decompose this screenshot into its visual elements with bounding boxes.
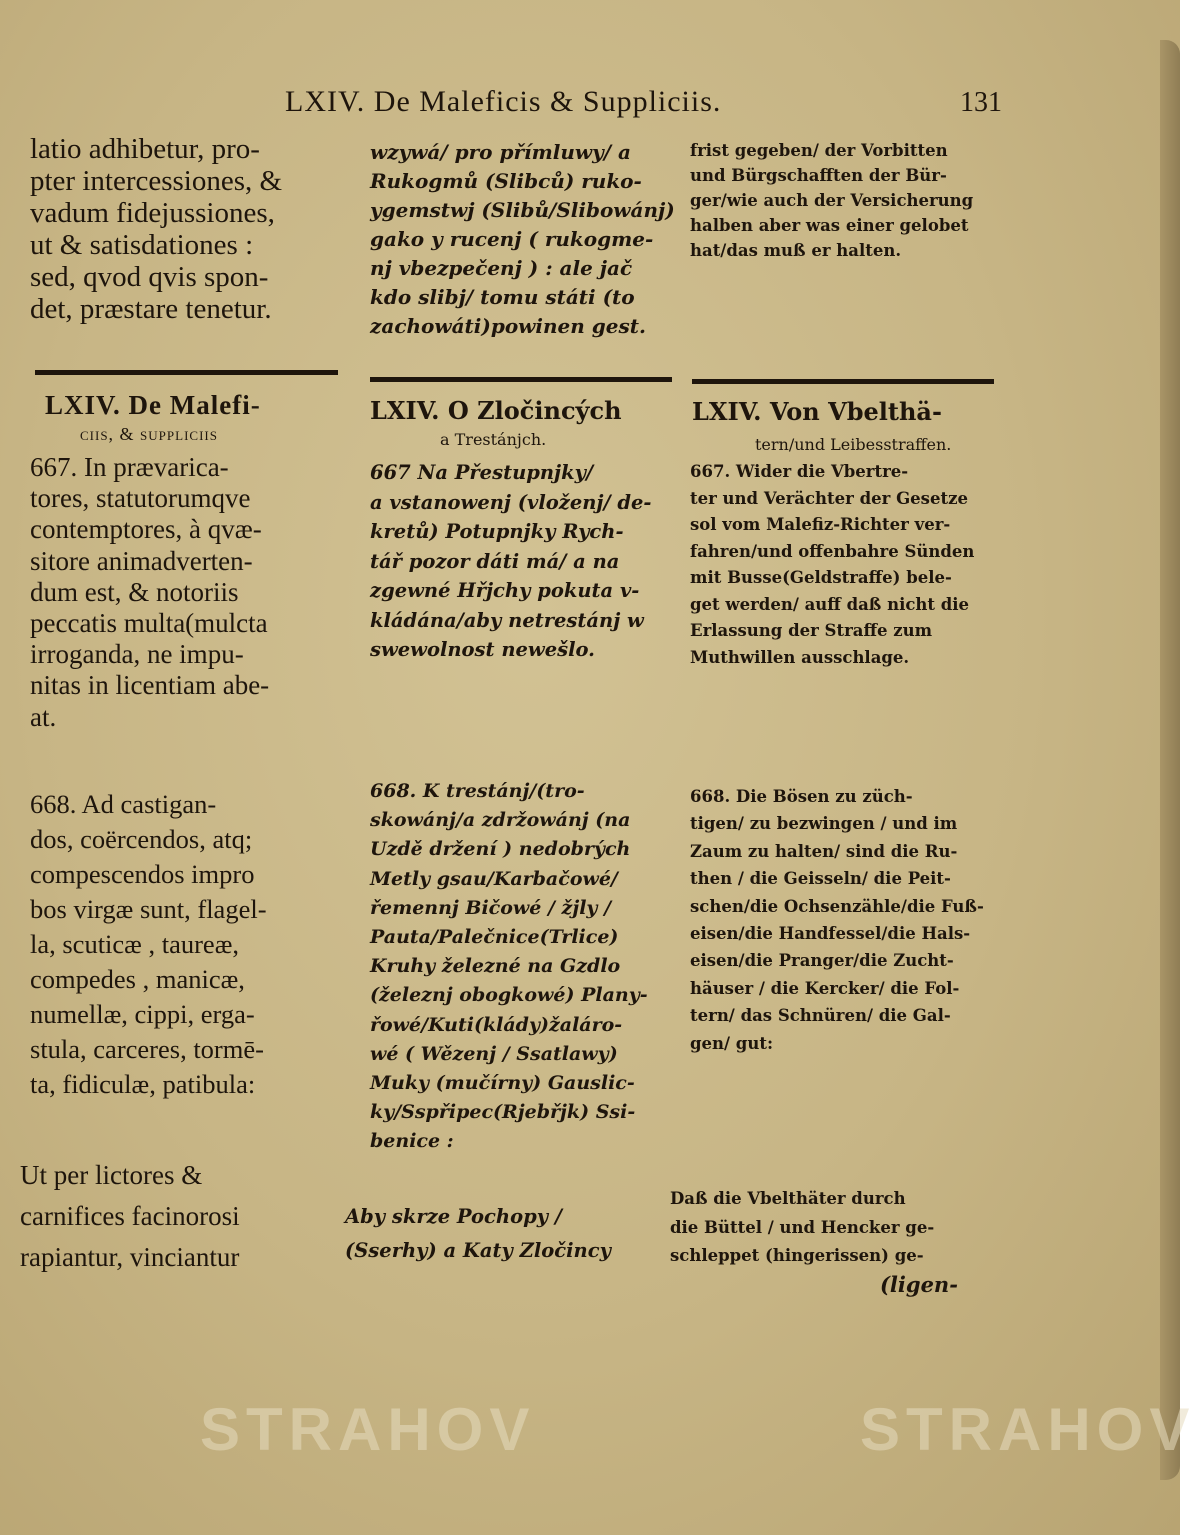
- latin-top-text: latio adhibetur, pro- pter intercessiones, & vadum fidejussiones, ut & satisdationes : sed, qvod qvis spon- det, præstare tenetur.: [30, 133, 283, 325]
- czech-bottom-text: Aby skrze Pochopy / (Sserhy) a Katy Zločincy: [345, 1205, 611, 1262]
- latin-paragraph-667: 667. In prævarica- tores, statutorumqve contemptores, à qvæ- sitore animadverten- dum est, & notoriis peccatis multa(mulcta irroganda, ne impu- nitas in licentiam abe- at.: [30, 452, 270, 732]
- czech-paragraph-667: 667 Na Přestupnjky/ a vstanowenj (vloženj/ de- kretů) Potupnjky Rych- tář pozor dáti má/ a na zgewné Hřjchy pokuta v- kládána/aby netrestánj w swewolnost newešlo.: [370, 461, 652, 661]
- german-top-text: frist gegeben/ der Vorbitten und Bürgschafften der Bür- ger/wie auch der Versicherung halben aber was einer gelobet hat/das muß er halten.: [690, 141, 974, 260]
- german-paragraph-667: 667. Wider die Vbertre- ter und Verächter der Gesetze sol vom Malefiz-Richter ver- fahren/und offenbahre Sünden mit Busse(Geldstraffe) bele- get werden/ auff daß nicht die Erlassung der Straffe zum Muthwillen ausschlage.: [690, 462, 975, 667]
- page-number: 131: [960, 87, 1002, 118]
- czech-top-text: wzywá/ pro přímluwy/ a Rukogmů (Slibců) ruko- ygemstwj (Slibů/Slibowánj) gako y rucenj ( rukogme- nj vbezpečenj ) : ale jač kdo slibj/ tomu státi (to zachowáti)powinen gest.: [370, 140, 675, 338]
- catchword: (ligen-: [880, 1272, 958, 1297]
- library-watermark: STRAHOV: [200, 1396, 536, 1463]
- library-watermark: STRAHOV: [860, 1396, 1196, 1463]
- latin-bottom-text: Ut per lictores & carnifices facinorosi rapiantur, vinciantur: [20, 1160, 240, 1272]
- german-bottom-text: Daß die Vbelthäter durch die Büttel / und Hencker ge- schleppet (hingerissen) ge-: [670, 1189, 935, 1265]
- german-section-subheading: tern/und Leibesstraffen.: [755, 435, 952, 454]
- running-head: LXIV. De Maleficis & Suppliciis.: [285, 85, 722, 118]
- german-section-heading: LXIV. Von Vbelthä-: [692, 397, 942, 426]
- latin-paragraph-668: 668. Ad castigan- dos, coërcendos, atq; compescendos impro bos virgæ sunt, flagel- la, scuticæ , taureæ, compedes , manicæ, numellæ, cippi, erga- stula, carceres, tormē- ta, fidiculæ, patibula:: [30, 789, 267, 1099]
- german-divider-rule: [692, 379, 994, 384]
- latin-section-subheading: ciis, & suppliciis: [80, 424, 218, 444]
- latin-section-heading: LXIV. De Malefi-: [45, 390, 261, 420]
- czech-section-subheading: a Trestánjch.: [440, 430, 547, 449]
- czech-paragraph-668: 668. K trestánj/(tro- skowánj/a zdržowánj (na Uzdě držení ) nedobrých Metly gsau/Karbačowé/ řemennj Bičowé / žjly / Pauta/Palečnice(Trlice) Kruhy železné na Gzdlo (železnj obogkowé) Plany- řowé/Kuti(klády)žaláro- wé ( Wězenj / Ssatlawy) Muky (mučírny) Gauslic- ky/Sspřipec(Rjebřjk) Ssi- benice :: [370, 780, 648, 1153]
- page-edge: [1160, 40, 1180, 1480]
- czech-section-heading: LXIV. O Zločincých: [370, 396, 622, 425]
- latin-divider-rule: [35, 370, 338, 375]
- german-paragraph-668: 668. Die Bösen zu züch- tigen/ zu bezwingen / und im Zaum zu halten/ sind die Ru- then / die Geisseln/ die Peit- schen/die Ochsenzähle/die Fuß- eisen/die Handfessel/die Hals- eisen/die Pranger/die Zucht- häuser / die Kercker/ die Fol- tern/ das Schnüren/ die Gal- gen/ gut:: [690, 787, 984, 1053]
- czech-divider-rule: [370, 377, 672, 382]
